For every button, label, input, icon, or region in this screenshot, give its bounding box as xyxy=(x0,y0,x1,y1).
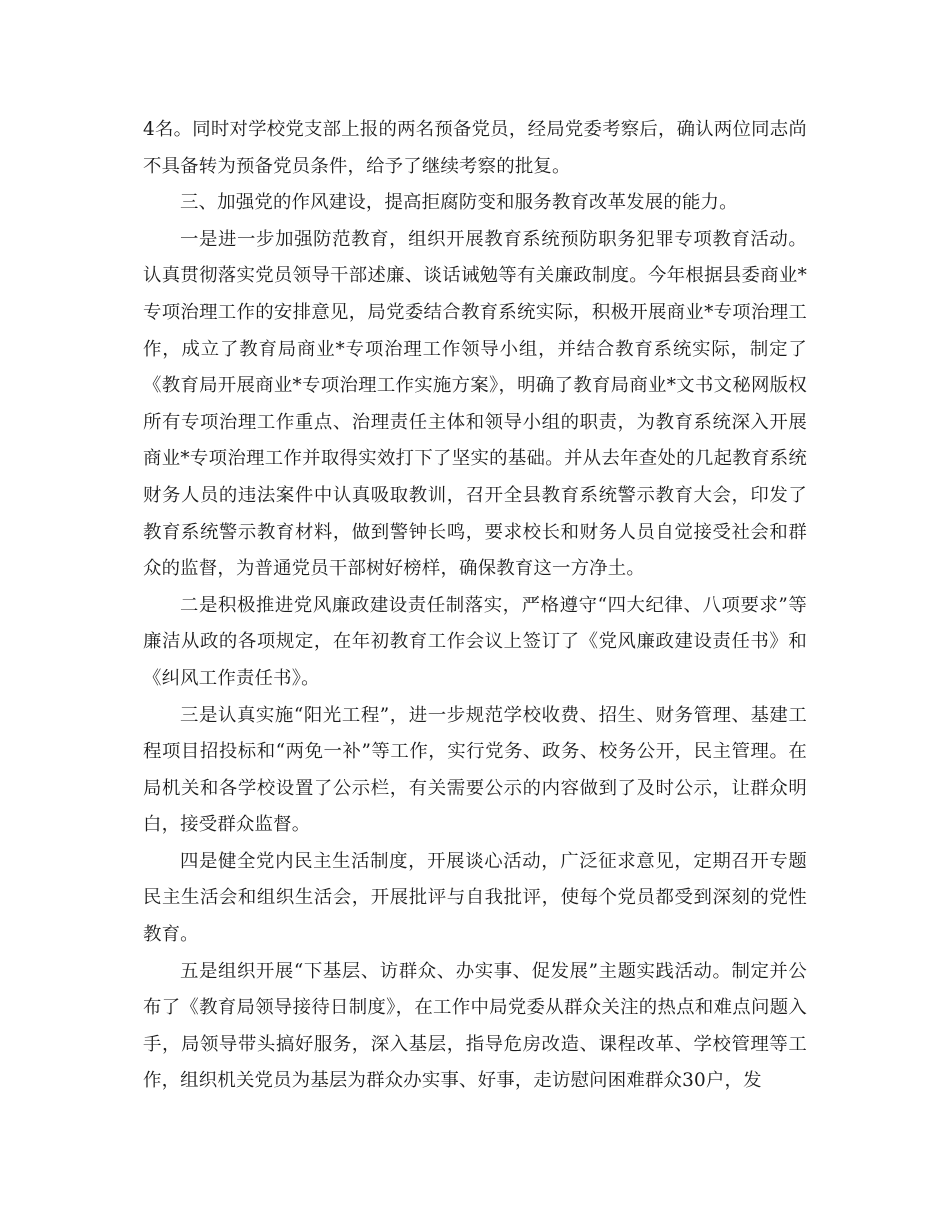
paragraph-item-2: 二是积极推进党风廉政建设责任制落实，严格遵守“四大纪律、八项要求”等廉洁从政的各项规定，在年初教育工作会议上签订了《党风廉政建设责任书》和《纠风工作责任书》。 xyxy=(143,594,807,689)
paragraph-item-4: 四是健全党内民主生活制度，开展谈心活动，广泛征求意见，定期召开专题民主生活会和组织生活会，开展批评与自我批评，使每个党员都受到深刻的党性教育。 xyxy=(143,850,807,946)
paragraph-item-3: 三是认真实施“阳光工程”，进一步规范学校收费、招生、财务管理、基建工程项目招投标和“两免一补”等工作，实行党务、政务、校务公开，民主管理。在局机关和各学校设置了公示栏，有关需要公示的内容做到了及时公示，让群众明白，接受群众监督。 xyxy=(143,704,807,836)
paragraph-item-1: 一是进一步加强防范教育，组织开展教育系统预防职务犯罪专项教育活动。认真贯彻落实党员领导干部述廉、谈话诫勉等有关廉政制度。今年根据县委商业*专项治理工作的安排意见，局党委结合教育系统实际，积极开展商业*专项治理工作，成立了教育局商业*专项治理工作领导小组，并结合教育系统实际，制定了《教育局开展商业*专项治理工作实施方案》，明确了教育局商业*文书文秘网版权所有专项治理工作重点、治理责任主体和领导小组的职责，为教育系统深入开展商业*专项治理工作并取得实效打下了坚实的基础。并从去年查处的几起教育系统财务人员的违法案件中认真吸取教训，召开全县教育系统警示教育大会，印发了教育系统警示教育材料，做到警钟长鸣，要求校长和财务人员自觉接受社会和群众的监督，为普通党员干部树好榜样，确保教育这一方净土。 xyxy=(143,228,807,580)
paragraph-continuation: 4名。同时对学校党支部上报的两名预备党员，经局党委考察后，确认两位同志尚不具备转为预备党员条件，给予了继续考察的批复。 xyxy=(143,119,807,177)
paragraph-item-5: 五是组织开展“下基层、访群众、办实事、促发展”主题实践活动。制定并公布了《教育局领导接待日制度》，在工作中局党委从群众关注的热点和难点问题入手，局领导带头搞好服务，深入基层，指导危房改造、课程改革、学校管理等工作，组织机关党员为基层为群众办实事、好事，走访慰问困难群众30户，发 xyxy=(143,960,807,1092)
document-body xyxy=(143,112,807,1100)
section-heading-3: 三、加强党的作风建设，提高拒腐防变和服务教育改革发展的能力。 xyxy=(180,192,738,214)
